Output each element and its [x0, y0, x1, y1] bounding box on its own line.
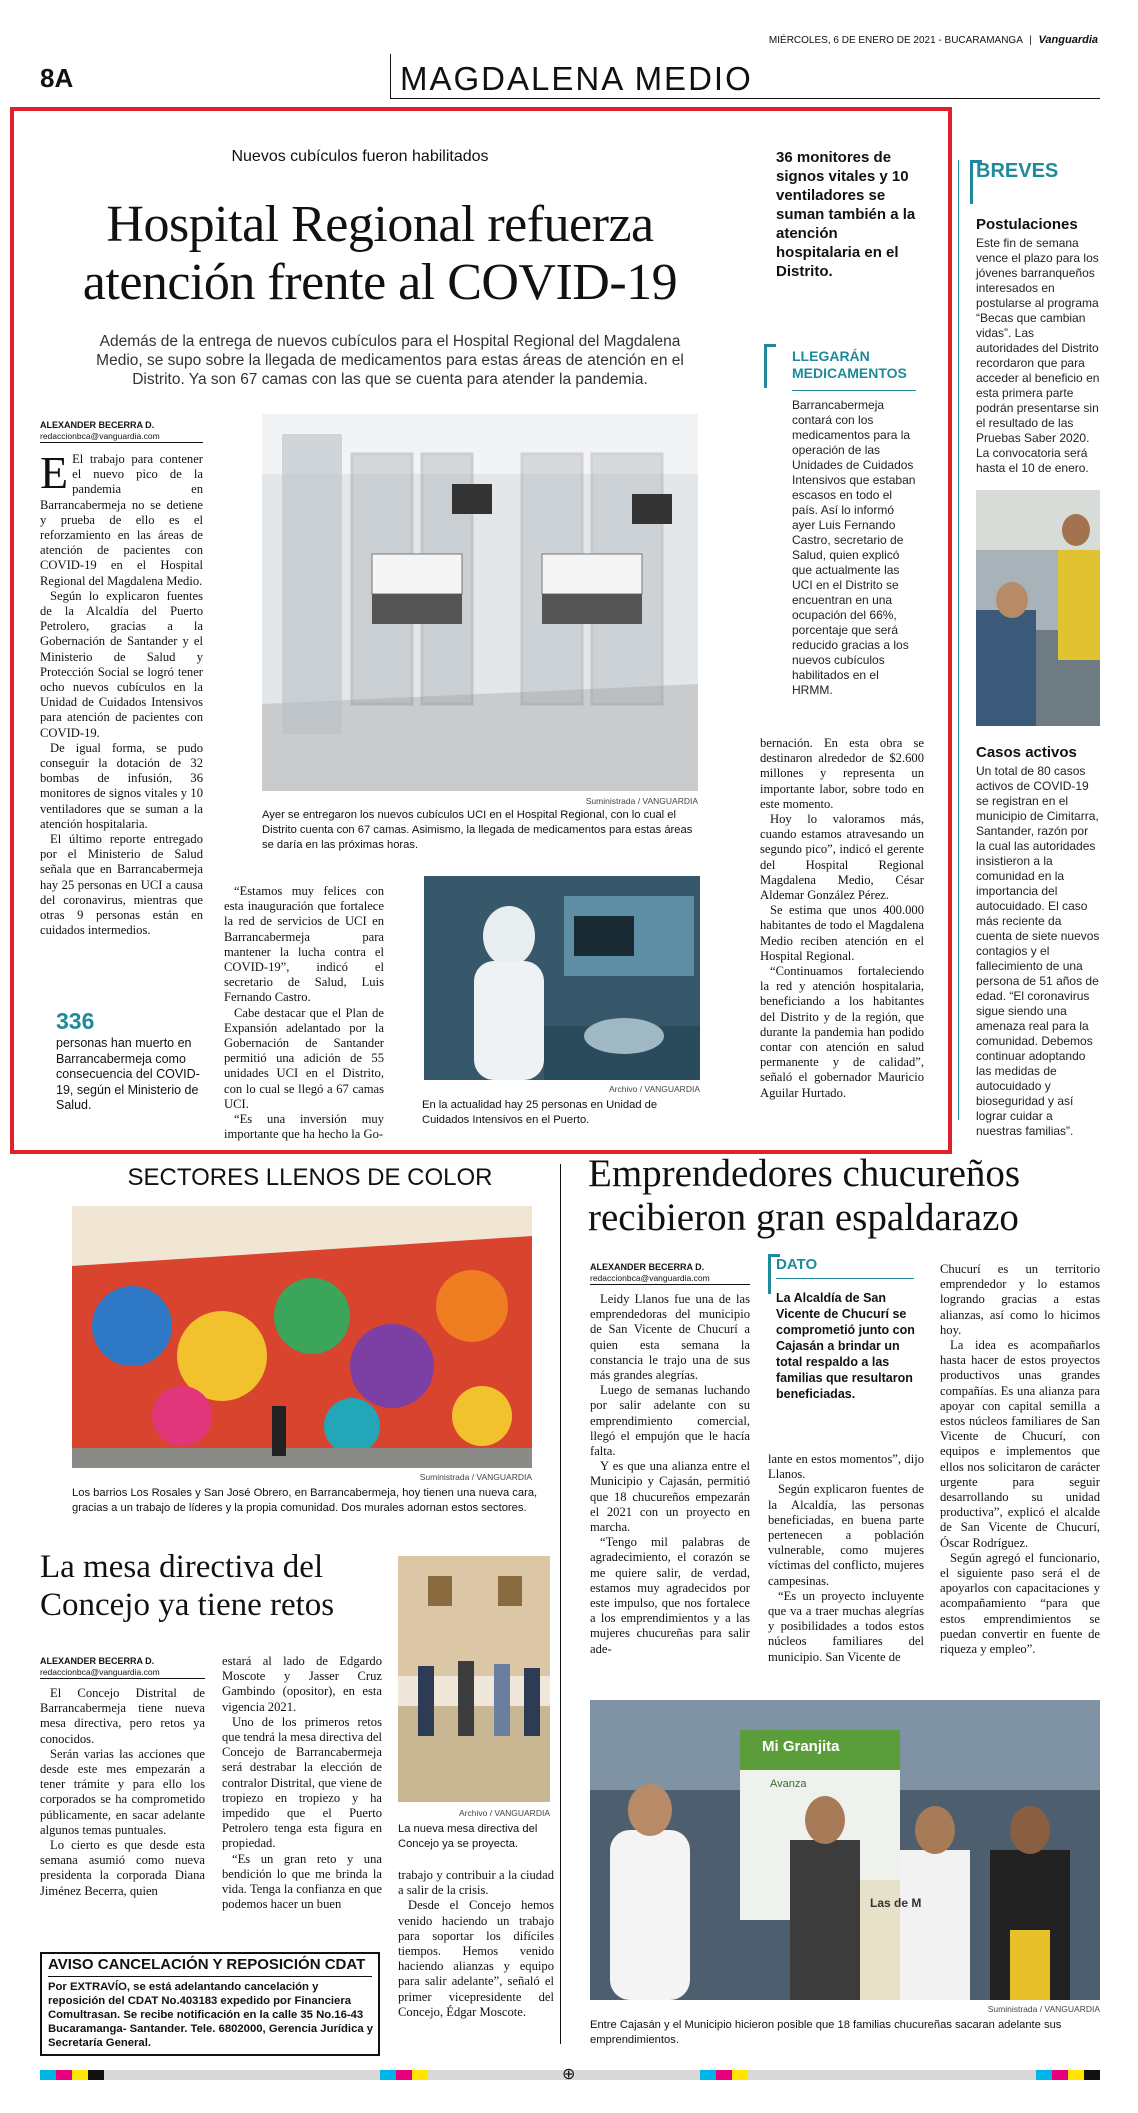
emprendedores-col1 — [590, 1292, 750, 1657]
concejo-photo-caption: La nueva mesa directiva del Concejo ya se proyecta. — [398, 1823, 538, 1850]
registration-mark-icon: ⊕ — [562, 2066, 576, 2083]
lead-byline-rule — [40, 442, 203, 443]
color-swatch-black — [88, 2070, 104, 2080]
lead-sidebar-title: LLEGARÁN MEDICAMENTOS — [792, 348, 907, 381]
mural-photo-caption: Los barrios Los Rosales y San José Obrero, en Barrancabermeja, hoy tienen una nueva cara, gracias a un trabajo de líderes y la propia comunidad. Dos murales adornan estos sectores. — [72, 1487, 538, 1514]
concejo-col3-p1: trabajo y contribuir a la ciudad a salir de la crisis. — [398, 1868, 554, 1898]
lead-col1-p1 — [40, 447, 203, 589]
breves-title: BREVES — [976, 160, 1059, 182]
banner-sub: Avanza — [770, 1778, 807, 1790]
concejo-col3 — [398, 1868, 554, 2020]
color-swatch-magenta-2 — [396, 2070, 412, 2080]
page-number: 8A — [40, 63, 74, 93]
emprendedores-col2-p2: Según explicaron fuentes de la Alcaldía, las personas beneficiadas, en buena parte pertenecen a población vulnerable, como mujeres víctimas del conflicto, mujeres campesinas. — [768, 1482, 924, 1588]
emprendedores-col2-p1: lante en estos momentos”, dijo Llanos. — [768, 1452, 924, 1482]
dato-text: La Alcaldía de San Vicente de Chucurí se comprometió junto con Cajasán a brindar un total respaldo a las familias que resultaron beneficiadas. — [776, 1291, 915, 1401]
breves-item2-text: Un total de 80 casos activos de COVID-19 se registran en el municipio de Cimitarra, Santander, razón por la cual las autoridades insistieron a la comunidad en la importancia del autocuidado. El caso más reciente da cuenta de siete nuevos contagios y el fallecimiento de una persona de 51 años de edad. “El coronavirus sigue siendo una amenaza real para la comunidad. Debemos continuar adoptando las medidas de autocuidado y bioseguridad y así lograr cuidar a nuestras familias”. — [976, 764, 1100, 1138]
color-swatch-yellow-3 — [732, 2070, 748, 2080]
dateline: MIÉRCOLES, 6 DE ENERO DE 2021 - BUCARAMANGA | Vanguardia — [768, 34, 1098, 46]
lead-byline-email: redaccionbca@vanguardia.com — [40, 431, 160, 441]
dato-rule — [776, 1278, 914, 1279]
lead-col3-p3: Se estima que unos 400.000 habitantes de todo el Magdalena Medio reciben atención en el Hospital Regional. — [760, 903, 924, 963]
concejo-col1 — [40, 1686, 205, 1899]
emprendedores-photo-credit: Suministrada / VANGUARDIA — [987, 2004, 1100, 2014]
lead-col2-p2: Cabe destacar que el Plan de Expansión adelantado por la Gobernación de Santander permitió una adición de 55 unidades UCI en el Distrito, con lo cual se llegó a 67 camas UCI. — [224, 1005, 384, 1111]
emprendedores-col3-p2: La idea es acompañarlos hasta hacer de estos proyectos productivos unas grandes compañías. Es una alianza para apoyar con capital semilla a estos núcleos familiares de San Vicente de Chucurí, con equipos e implementos que ellos nos solicitaron de carácter urgente para seguir desarrollando su unidad productiva”, explicó el alcalde de San Vicente de Chucurí, Óscar Rodríguez. — [940, 1338, 1100, 1550]
emprendedores-col1-p3: Y es que una alianza entre el Municipio y Cajasán, permitió que 18 chucureños empezarán el 2021 con un proyecto en marcha. — [590, 1459, 750, 1535]
lead-headline-line1: Hospital Regional refuerza — [106, 196, 654, 253]
icu-photo-credit: Suministrada / VANGUARDIA — [585, 796, 698, 806]
color-swatch-magenta-3 — [716, 2070, 732, 2080]
color-swatch-magenta — [56, 2070, 72, 2080]
concejo-byline — [40, 1656, 210, 1678]
emprendedores-photo — [590, 1700, 1100, 2000]
concejo-col2 — [222, 1654, 382, 1912]
header-divider — [390, 54, 391, 98]
color-swatch-magenta-4 — [1052, 2070, 1068, 2080]
concejo-headline — [40, 1548, 400, 1624]
icu-staff-photo — [424, 876, 700, 1080]
emprendedores-col3 — [940, 1262, 1100, 1657]
emprendedores-headline-line2: recibieron gran espaldarazo — [588, 1196, 1019, 1239]
concejo-byline-email: redaccionbca@vanguardia.com — [40, 1667, 160, 1677]
concejo-byline-name: ALEXANDER BECERRA D. — [40, 1656, 155, 1666]
lead-sidebar-rule — [792, 390, 916, 391]
icu-room-illustration — [262, 414, 698, 791]
aviso-rule — [48, 1976, 372, 1977]
emprendedores-col1-p4: “Tengo mil palabras de agradecimiento, el corazón se me quiere salir, de verdad, estamos muy agradecidos por este impulso, que nos fortalece a los emprendimientos y a las mujeres chucureñas para salir ade- — [590, 1535, 750, 1656]
emprendedores-headline — [588, 1152, 1108, 1240]
lead-col1-p1-text: El trabajo para contener el nuevo pico de la pandemia en Barrancabermeja no se detiene y prueba de ello es el reforzamiento en las áreas de atención de pacientes con COVID-19 en el Hospital Regional del Magdalena Medio. — [40, 452, 203, 588]
color-swatch-yellow-4 — [1068, 2070, 1084, 2080]
concejo-col1-p3: Lo cierto es que desde esta semana asumió como nueva presidenta la corporada Diana Jiménez Becerra, quien — [40, 1838, 205, 1898]
emprendedores-byline-email: redaccionbca@vanguardia.com — [590, 1273, 710, 1283]
dropcap: E — [40, 447, 69, 498]
lead-byline — [40, 420, 200, 442]
sectores-title: SECTORES LLENOS DE COLOR — [127, 1164, 493, 1191]
lead-col3-p1: bernación. En esta obra se destinaron alrededor de $2.600 millones y representa un importante labor, sobre todo en este momento. — [760, 736, 924, 811]
icu-photo-caption: Ayer se entregaron los nuevos cubículos UCI en el Hospital Regional, con lo cual el Distrito cuenta con 67 camas. Asimismo, la llegada de medicamentos para estas áreas se daría en las próximas horas. — [262, 809, 693, 851]
breves-item1-title: Postulaciones — [976, 216, 1078, 233]
lead-stat-text: personas han muerto en Barrancabermeja como consecuencia del COVID-19, según el Ministerio de Salud. — [56, 1036, 200, 1112]
emprendedores-col2-p3: “Es un proyecto incluyente que va a traer muchas alegrías y posibilidades a todos estos núcleos familiares del municipio. San Vicente de — [768, 1588, 924, 1664]
lead-col1 — [40, 447, 203, 939]
staff-photo-caption: En la actualidad hay 25 personas en Unidad de Cuidados Intensivos en el Puerto. — [422, 1099, 658, 1126]
lead-headline — [40, 196, 720, 312]
emprendedores-byline — [590, 1262, 750, 1284]
emprendedores-col3-p1: Chucurí es un territorio emprendedor y lo estamos logrando gracias a estas alianzas, así como lo hicimos hoy. — [940, 1262, 1100, 1337]
lead-col3 — [760, 736, 924, 1101]
emprendedores-col3-p3: Según agregó el funcionario, el siguiente paso será el de apoyarlos con capacitaciones y acompañamiento “para que estos emprendimientos se puedan convertir en fuente de riqueza y empleo”. — [940, 1550, 1100, 1657]
concejo-headline-line2: Concejo ya tiene retos — [40, 1587, 335, 1623]
color-swatch-cyan-3 — [700, 2070, 716, 2080]
lead-pullquote: 36 monitores de signos vitales y 10 ventiladores se suman también a la atención hospitalaria en el Distrito. — [776, 149, 916, 280]
emprendedores-photo-caption: Entre Cajasán y el Municipio hicieron posible que 18 familias chucureñas sacaran adelante sus emprendimientos. — [590, 2019, 1062, 2046]
paper-name: Vanguardia — [1038, 34, 1098, 46]
lead-sidebar-bracket — [764, 344, 776, 388]
concejo-col2-p3: “Es un gran reto y una bendición lo que me brinda la vida. Tenga la confianza en que podemos hacer un buen — [222, 1851, 382, 1912]
emprendedores-col1-p1: Leidy Llanos fue una de las emprendedoras del municipio de San Vicente de Chucurí a quien esta semana la constancia le trajo una de sus más grandes alegrías. — [590, 1292, 750, 1383]
breves-item1-text: Este fin de semana vence el plazo para los jóvenes barranqueños interesados en postularse al programa “Becas que cambian vidas”. Las autoridades del Distrito recordaron que para acceder al beneficio en esta primera parte podrán presentarse sin el resultado de las Pruebas Saber 2020. La convocatoria será hasta el 10 de enero. — [976, 236, 1100, 475]
concejo-headline-line1: La mesa directiva del — [40, 1549, 324, 1585]
concejo-col3-p2: Desde el Concejo hemos venido haciendo un trabajo para soportar los difíciles tiempos. Hemos venido haciendo alianzas y equipo para salir adelante”, señaló el primer vicepresidente del Concejo, Édgar Moscote. — [398, 1898, 554, 2019]
lead-deck: Además de la entrega de nuevos cubículos para el Hospital Regional del Magdalena Medio, se supo sobre la llegada de medicamentos para estas áreas de atención en el Distrito. Ya son 67 camas con las que se cuenta para atender la pandemia. — [96, 333, 684, 388]
emprendedores-headline-line1: Emprendedores chucureños — [588, 1152, 1021, 1195]
color-swatch-black-2 — [1084, 2070, 1100, 2080]
staff-photo-credit: Archivo / VANGUARDIA — [608, 1084, 700, 1094]
color-swatch-yellow-2 — [412, 2070, 428, 2080]
lead-col3-p2: Hoy lo valoramos más, cuando estamos atravesando un segundo pico”, indicó el gerente del Hospital Regional Magdalena Medio, César Aldemar González Pérez. — [760, 812, 924, 903]
concejo-col2-p1: estará al lado de Edgardo Moscote y Jasser Cruz Gambindo (opositor), en esta vigencia 2021. — [222, 1654, 382, 1714]
mural-illustration — [72, 1206, 532, 1468]
concejo-col2-p2: Uno de los primeros retos que tendrá la mesa directiva del Concejo de Barrancabermeja será destrabar la elección de contralor Distrital, que viene de tropiezo en tropiezo y ha impedido que el Puerto Petrolero tenga esta figura en propiedad. — [222, 1714, 382, 1851]
breves-photo — [976, 490, 1100, 726]
lead-col2 — [224, 884, 384, 1142]
banner-text: Mi Granjita — [762, 1738, 840, 1755]
stand-text: Las de M — [870, 1896, 922, 1910]
breves-photo-illustration — [976, 490, 1100, 726]
concejo-photo-illustration — [398, 1556, 550, 1802]
concejo-photo-credit: Archivo / VANGUARDIA — [458, 1808, 550, 1818]
dato-title: DATO — [776, 1256, 818, 1273]
lead-byline-name: ALEXANDER BECERRA D. — [40, 420, 155, 430]
lead-sidebar-text: Barrancabermeja contará con los medicamentos para la operación de las Unidades de Cuidados Intensivos que estaban escasos en todo el país. Así lo informó ayer Luis Fernando Castro, secretario de Salud, quien explicó que actualmente las UCI en el Distrito se encuentran en una ocupación del 66%, porcentaje que será reducido gracias a los nuevos cubículos habilitados en el HRMM. — [792, 398, 916, 697]
aviso-text: Por EXTRAVÍO, se está adelantando cancelación y reposición del CDAT No.403183 expedido por Financiera Comultrasan. Se recibe notificación en la calle 35 No.16-43 Bucaramanga- Santander. Tele. 6802000, Gerencia Jurídica y Secretaría General. — [48, 1981, 374, 2049]
lead-col2-p1: “Estamos muy felices con esta inauguración que fortalece la red de servicios de UCI en Barrancabermeja para mantener la lucha contra el COVID-19”, indicó el secretario de Salud, Luis Fernando Castro. — [224, 884, 384, 1005]
dateline-text: MIÉRCOLES, 6 DE ENERO DE 2021 - BUCARAMANGA — [768, 35, 1023, 46]
mural-photo — [72, 1206, 532, 1468]
emprendedores-byline-rule — [590, 1284, 750, 1285]
emprendedores-byline-name: ALEXANDER BECERRA D. — [590, 1262, 705, 1272]
lead-col1-p3: De igual forma, se pudo conseguir la dotación de 32 bombas de infusión, 36 monitores de signos vitales y 10 ventiladores que se suman a la atención hospitalaria. — [40, 740, 203, 831]
emprendedores-col2 — [768, 1452, 924, 1665]
lead-headline-line2: atención frente al COVID-19 — [82, 254, 678, 311]
icu-room-photo — [262, 414, 698, 791]
lead-kicker: Nuevos cubículos fueron habilitados — [231, 148, 489, 165]
color-swatch-cyan — [40, 2070, 56, 2080]
section-title: MAGDALENA MEDIO — [400, 60, 753, 97]
header-bottom-rule — [390, 98, 1100, 99]
concejo-col1-p2: Serán varias las acciones que desde este mes empezarán a tener trámite y para ello los corporados se ha comprometido públicamente, en sacar adelante algunos temas puntuales. — [40, 1746, 205, 1837]
lead-col2-p3: “Es una inversión muy importante que ha hecho la Go- — [224, 1112, 384, 1142]
emprendedores-col1-p2: Luego de semanas luchando por salir adelante con su emprendimiento comercial, llegó el empujón que le hacía falta. — [590, 1383, 750, 1459]
lead-col1-p4: El último reporte entregado por el Ministerio de Salud señala que en Barrancabermeja hay 25 personas en UCI a causa del coronavirus, mientras que otras 9 personas están en cuidados intermedios. — [40, 832, 203, 938]
color-swatch-cyan-2 — [380, 2070, 396, 2080]
concejo-col1-p1: El Concejo Distrital de Barrancabermeja tiene nueva mesa directiva, pero retos ya conocidos. — [40, 1686, 205, 1746]
lead-stat-number: 336 — [56, 1008, 95, 1034]
icu-staff-illustration — [424, 876, 700, 1080]
mural-photo-credit: Suministrada / VANGUARDIA — [419, 1472, 532, 1482]
bottom-left-divider — [560, 1164, 561, 2044]
lead-col3-p4: “Continuamos fortaleciendo la red y atención hospitalaria, beneficiando a los habitantes del Distrito y de la región, que durante la pandemia han podido contar con atención en salud permanente y de calidad”, señaló el gobernador Mauricio Aguilar Hurtado. — [760, 964, 924, 1100]
concejo-byline-rule — [40, 1678, 205, 1679]
concejo-photo — [398, 1556, 550, 1802]
aviso-title: AVISO CANCELACIÓN Y REPOSICIÓN CDAT — [48, 1956, 366, 1973]
emprendedores-photo-illustration — [590, 1700, 1100, 2000]
breves-divider — [958, 160, 959, 1120]
color-swatch-cyan-4 — [1036, 2070, 1052, 2080]
breves-item2-title: Casos activos — [976, 744, 1077, 761]
lead-col1-p2: Según lo explicaron fuentes de la Alcaldía del Puerto Petrolero, gracias a la Gobernación de Santander y el Ministerio de Salud y Protección Social se logró tener ocho nuevos cubículos en la Unidad de Cuidados Intensivos para atención de pacientes con COVID-19. — [40, 588, 203, 740]
color-swatch-yellow — [72, 2070, 88, 2080]
